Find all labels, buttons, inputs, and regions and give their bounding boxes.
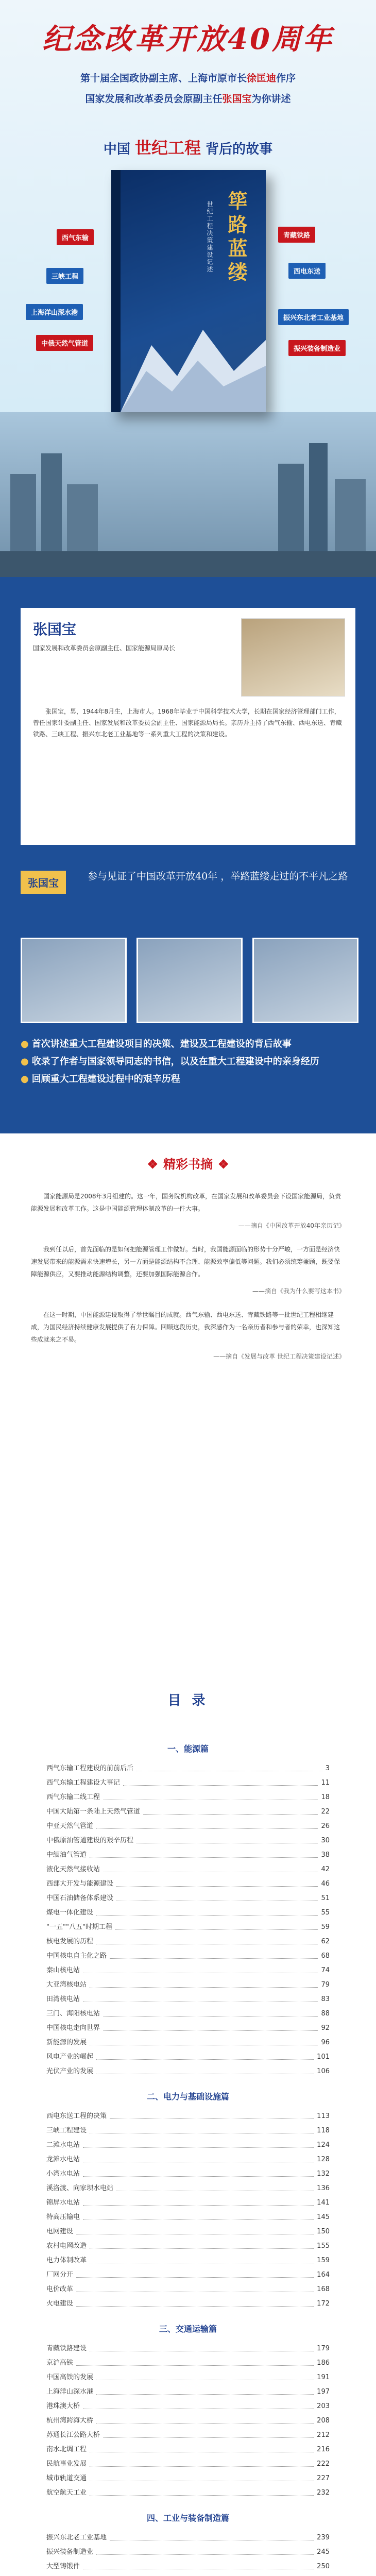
- toc-entry-page: 118: [317, 2127, 330, 2134]
- author-quote-label: 张国宝: [21, 871, 66, 894]
- toc-entry: [46, 1906, 330, 1920]
- toc-entry-page: 191: [317, 2374, 330, 2381]
- author-photo-3: [252, 938, 358, 1023]
- toc-entry: [46, 2225, 330, 2239]
- toc-entry: [46, 2457, 330, 2471]
- toc-entry: [46, 2342, 330, 2356]
- toc-entry-title: 核电发展的历程: [46, 1938, 94, 1945]
- toc-entry-page: 62: [321, 1938, 330, 1945]
- toc-leader-dots: [96, 1819, 318, 1829]
- hero-line-2: 国家发展和改革委员会原副主任张国宝为你讲述: [85, 93, 291, 105]
- toc-leader-dots: [136, 1834, 318, 1843]
- toc-entry-page: 136: [317, 2184, 330, 2192]
- toc-leader-dots: [83, 2153, 314, 2162]
- toc-entry-page: 42: [321, 1866, 330, 1873]
- toc-entry: [46, 1805, 330, 1819]
- toc-entry-page: 79: [321, 1981, 330, 1989]
- toc-entry-page: 250: [317, 2563, 330, 2570]
- toc-leader-dots: [76, 2268, 314, 2278]
- toc-entry-title: 振兴装备制造业: [46, 2548, 94, 2556]
- excerpt-paragraph: 国家能源局是2008年3月组建的。这一年，国务院机构改革，在国家发展和改革委员会下设国家能源局，负责能源发展和改革工作。这是中国能源管理体制改革的一件大事。: [31, 1193, 341, 1212]
- toc-entry: [46, 2239, 330, 2253]
- toc-leader-dots: [96, 2064, 314, 2074]
- toc-leader-dots: [96, 2370, 314, 2380]
- tag-three-gorges: 三峡工程: [46, 268, 83, 284]
- toc-leader-dots: [110, 2109, 314, 2119]
- toc-entry-title: 南水北调工程: [46, 2446, 87, 2453]
- toc-entry-page: 74: [321, 1967, 330, 1974]
- toc-entry: [46, 1790, 330, 1805]
- toc-entry: [46, 2064, 330, 2079]
- city-skyline-image: [0, 412, 376, 577]
- toc-entry-page: 3: [325, 1765, 330, 1772]
- toc-entry-page: 132: [317, 2170, 330, 2178]
- toc-entry-page: 197: [317, 2388, 330, 2396]
- toc-leader-dots: [103, 1862, 318, 1872]
- excerpt-source: ——摘自《发展与改革 世纪工程决策建设记述》: [213, 1353, 345, 1360]
- toc-entry: [46, 2399, 330, 2414]
- toc-entry: [46, 2414, 330, 2428]
- heading-ornament-icon: ❖: [147, 1157, 158, 1172]
- toc-leader-dots: [83, 2138, 314, 2148]
- toc-entry-title: 中俄原油管道建设的艰辛历程: [46, 1837, 134, 1844]
- toc-entry-page: 101: [317, 2053, 330, 2061]
- toc-entry: [46, 2545, 330, 2560]
- toc-leader-dots: [83, 2167, 314, 2177]
- tag-northeast-revitalization: 振兴东北老工业基地: [278, 309, 349, 325]
- toc-section-title: 二、电力与基础设施篇: [146, 2092, 229, 2102]
- toc-entry-title: 新能源的发展: [46, 2039, 87, 2046]
- toc-leader-dots: [110, 1949, 318, 1959]
- toc-entry-title: [46, 2574, 107, 2576]
- toc-leader-dots: [90, 1978, 318, 1988]
- bullet-dot-icon: ●: [21, 1039, 29, 1049]
- toc-entry-title: 风电产业的崛起: [46, 2053, 94, 2061]
- author-bullet: ● 回顾重大工程建设过程中的艰辛历程: [21, 1074, 180, 1084]
- toc-entry-page: 245: [317, 2548, 330, 2556]
- hero-line-1: 第十届全国政协副主席、上海市原市长徐匡迪作序: [80, 73, 296, 84]
- toc-entry: [46, 2370, 330, 2385]
- toc-leader-dots: [83, 1992, 318, 2002]
- toc-leader-dots: [90, 2443, 314, 2452]
- toc-leader-dots: [90, 2124, 314, 2133]
- toc-leader-dots: [83, 2196, 314, 2206]
- toc-entry-page: 59: [321, 1923, 330, 1931]
- tag-west-east-power: 西电东送: [288, 263, 326, 279]
- toc-entry: [46, 2385, 330, 2399]
- toc-entry: [46, 2268, 330, 2282]
- toc-entry: [46, 1978, 330, 1992]
- toc-leader-dots: [115, 1920, 318, 1930]
- toc-entry-page: 159: [317, 2257, 330, 2264]
- toc-leader-dots: [103, 1790, 318, 1800]
- hero-book-cover: [111, 170, 266, 412]
- author-card: [21, 608, 355, 845]
- excerpt-section: [0, 1133, 376, 1680]
- toc-leader-dots: [143, 1805, 318, 1815]
- toc-entry-page: 164: [317, 2271, 330, 2279]
- toc-entry-title: 西气东输二线工程: [46, 1793, 100, 1801]
- toc-entry: [46, 2050, 330, 2064]
- toc-entry: [46, 1862, 330, 1877]
- toc-leader-dots: [90, 2253, 314, 2263]
- tag-equipment-manufacturing: 振兴装备制造业: [288, 340, 346, 356]
- toc-leader-dots: [83, 1963, 318, 1973]
- tag-qinghai-tibet-railway: 青藏铁路: [278, 227, 315, 243]
- toc-leader-dots: [136, 1761, 322, 1771]
- toc-entry: [46, 1848, 330, 1862]
- toc-leader-dots: [76, 2356, 314, 2366]
- author-name: 张国宝: [33, 621, 77, 638]
- toc-entry: [46, 2560, 330, 2574]
- toc-entry: [46, 2443, 330, 2457]
- toc-leader-dots: [96, 1935, 318, 1944]
- toc-leader-dots: [103, 2021, 318, 2031]
- toc-entry-title: 中国核电自主化之路: [46, 1952, 107, 1960]
- toc-entry-title: 二滩水电站: [46, 2141, 80, 2149]
- toc-leader-dots: [90, 2036, 318, 2045]
- toc-leader-dots: [110, 2574, 314, 2576]
- bullet-dot-icon: ●: [21, 1056, 29, 1067]
- toc-leader-dots: [103, 2428, 314, 2438]
- toc-entry: [46, 2531, 330, 2545]
- toc-entry-page: 239: [317, 2534, 330, 2541]
- toc-entry-page: 155: [317, 2242, 330, 2250]
- toc-entry-page: 203: [317, 2402, 330, 2410]
- toc-entry-title: 中国大陆第一条陆上天然气管道: [46, 1808, 141, 1816]
- toc-entry: [46, 1920, 330, 1935]
- toc-entry-title: 龙滩水电站: [46, 2156, 80, 2163]
- toc-entry-title: 航空航天工业: [46, 2489, 87, 2497]
- toc-entry: [46, 2153, 330, 2167]
- toc-leader-dots: [90, 2457, 314, 2467]
- toc-entry-title: 电力体制改革: [46, 2257, 87, 2264]
- toc-entry-title: 光伏产业的发展: [46, 2067, 94, 2075]
- toc-entry: [46, 2181, 330, 2196]
- toc-entry-title: 火电建设: [46, 2300, 74, 2308]
- toc-entry-title: 三门、海阳核电站: [46, 2010, 100, 2018]
- toc-entry-title: 中亚天然气管道: [46, 1822, 94, 1830]
- toc-entry-page: 92: [321, 2024, 330, 2032]
- toc-entry-title: 苏通长江公路大桥: [46, 2431, 100, 2439]
- toc-entry-page: 106: [317, 2067, 330, 2075]
- toc-entry-page: 30: [321, 1837, 330, 1844]
- excerpt-paragraph: 我到任以后，首先面临的是如何把能源管理工作做好。当时，我国能源面临的形势十分严峻，一方面是经济快速发展带来的能源需求快速增长，另一方面是能源结构不合理、能源效率偏低等问题。我们必须统筹兼顾，既要保障能源供应，又要推动能源结构调整，还要加强国际能源合作。: [31, 1246, 340, 1278]
- toc-leader-dots: [110, 2531, 314, 2540]
- author-name-block: [33, 618, 229, 653]
- toc-leader-dots: [96, 1906, 318, 1916]
- toc-entry: [46, 2210, 330, 2225]
- toc-leader-dots: [96, 2545, 314, 2555]
- toc-entry: [46, 2282, 330, 2297]
- toc-entry: [46, 2471, 330, 2486]
- toc-entry-page: 51: [321, 1894, 330, 1902]
- toc-section-title: 一、能源篇: [167, 1744, 209, 1754]
- toc-entry-title: 农村电网改造: [46, 2242, 87, 2250]
- toc-entry-title: 京沪高铁: [46, 2359, 74, 2367]
- toc-list: [46, 1731, 330, 2576]
- hero-tagline: 中国 世纪工程 背后的故事: [103, 138, 273, 158]
- toc-entry-title: 西气东输工程建设的前前后后: [46, 1765, 134, 1772]
- toc-entry-page: 11: [321, 1779, 330, 1787]
- toc-entry-page: 145: [317, 2213, 330, 2221]
- toc-entry: [46, 2021, 330, 2036]
- toc-leader-dots: [83, 2560, 314, 2569]
- hero-title: 纪念改革开放40周年: [42, 22, 334, 56]
- table-of-contents: [0, 1680, 376, 2576]
- toc-entry: [46, 1963, 330, 1978]
- toc-entry: [46, 1877, 330, 1891]
- toc-entry-title: "一五""八五"时期工程: [46, 1923, 112, 1931]
- toc-entry: [46, 2124, 330, 2138]
- toc-entry-page: 172: [317, 2300, 330, 2308]
- toc-entry-title: 西电东送工程的决策: [46, 2112, 107, 2120]
- toc-leader-dots: [76, 2225, 314, 2234]
- toc-entry-page: 83: [321, 1995, 330, 2003]
- toc-entry-page: 38: [321, 1851, 330, 1859]
- toc-entry-title: 上海洋山深水港: [46, 2388, 94, 2396]
- author-bullet-list: [21, 1036, 355, 1088]
- toc-leader-dots: [90, 2239, 314, 2249]
- toc-entry-page: 55: [321, 1909, 330, 1917]
- toc-entry-page: [317, 2574, 330, 2576]
- toc-entry: [46, 1819, 330, 1834]
- hero-book-title: 筚路蓝缕: [225, 191, 248, 285]
- toc-entry-page: 186: [317, 2359, 330, 2367]
- toc-entry-page: 232: [317, 2489, 330, 2497]
- toc-title: 目 录: [167, 1693, 209, 1708]
- toc-entry: [46, 1949, 330, 1963]
- excerpt-heading: ❖ 精彩书摘 ❖: [147, 1157, 229, 1172]
- toc-entry-page: 208: [317, 2417, 330, 2425]
- toc-leader-dots: [116, 1877, 318, 1887]
- hero-banner: [0, 0, 376, 577]
- toc-entry: [46, 2007, 330, 2021]
- toc-leader-dots: [96, 2414, 314, 2424]
- toc-entry: [46, 1776, 330, 1790]
- toc-entry-page: 150: [317, 2228, 330, 2235]
- excerpt-paragraph: 在这一时期，中国能源建设取得了举世瞩目的成就。西气东输、西电东送、青藏铁路等一批世纪工程相继建成，为国民经济持续健康发展提供了有力保障。回顾这段历史，我深感作为一名亲历者和参与者的荣幸，也深知这些成就来之不易。: [31, 1311, 340, 1343]
- toc-entry-title: 杭州湾跨海大桥: [46, 2417, 94, 2425]
- toc-entry-page: 113: [317, 2112, 330, 2120]
- toc-entry: [46, 2356, 330, 2370]
- toc-entry: [46, 1761, 330, 1776]
- toc-entry-page: 124: [317, 2141, 330, 2149]
- excerpt-body: [31, 1190, 345, 1374]
- toc-entry-page: 222: [317, 2460, 330, 2468]
- toc-entry: [46, 2486, 330, 2500]
- toc-entry: [46, 1891, 330, 1906]
- toc-entry-title: 青藏铁路建设: [46, 2345, 87, 2352]
- author-photo-1: [21, 938, 127, 1023]
- toc-leader-dots: [96, 2385, 314, 2395]
- author-section: [0, 577, 376, 1133]
- toc-entry-page: 179: [317, 2345, 330, 2352]
- toc-entry-title: 西部大开发与能源建设: [46, 1880, 114, 1888]
- toc-leader-dots: [123, 1776, 318, 1786]
- toc-entry-title: 民航事业发展: [46, 2460, 87, 2468]
- author-portrait: [241, 618, 345, 697]
- toc-entry-page: 96: [321, 2039, 330, 2046]
- author-quote: [21, 866, 355, 922]
- book-spine: [111, 170, 121, 412]
- toc-leader-dots: [90, 1848, 318, 1858]
- toc-entry-page: 88: [321, 2010, 330, 2018]
- excerpt-source: ——摘自《我为什么要写这本书》: [252, 1287, 345, 1295]
- toc-entry-page: 212: [317, 2431, 330, 2439]
- tag-west-east-gas: 西气东输: [57, 229, 94, 245]
- toc-leader-dots: [116, 2181, 314, 2191]
- toc-entry-page: 216: [317, 2446, 330, 2453]
- toc-entry: [46, 2036, 330, 2050]
- toc-entry: [46, 2428, 330, 2443]
- toc-entry-title: 液化天然气接收站: [46, 1866, 100, 1873]
- toc-entry-page: 168: [317, 2285, 330, 2293]
- toc-entry-title: 港珠澳大桥: [46, 2402, 80, 2410]
- tag-yangshan-port: 上海洋山深水港: [26, 304, 83, 320]
- toc-entry-title: 秦山核电站: [46, 1967, 80, 1974]
- author-photo-2: [136, 938, 243, 1023]
- toc-leader-dots: [116, 1891, 318, 1901]
- toc-leader-dots: [90, 2342, 314, 2351]
- toc-entry-page: 26: [321, 1822, 330, 1830]
- toc-leader-dots: [103, 2007, 318, 2016]
- toc-entry: [46, 1992, 330, 2007]
- toc-entry-title: 大亚湾核电站: [46, 1981, 87, 1989]
- toc-leader-dots: [83, 2399, 314, 2409]
- toc-entry-title: 三峡工程建设: [46, 2127, 87, 2134]
- toc-leader-dots: [96, 2050, 314, 2060]
- toc-entry: [46, 2196, 330, 2210]
- hero-book-subtitle: 世纪工程决策建设记述: [206, 201, 213, 273]
- mountain-illustration: [121, 299, 266, 412]
- toc-entry: [46, 2297, 330, 2311]
- toc-entry-page: 46: [321, 1880, 330, 1888]
- toc-entry-page: 18: [321, 1793, 330, 1801]
- excerpt-source: ——摘自《中国改革开放40年亲历记》: [238, 1222, 345, 1229]
- toc-entry: [46, 2109, 330, 2124]
- toc-entry: [46, 2167, 330, 2181]
- toc-entry-page: 227: [317, 2475, 330, 2482]
- toc-entry-title: 锦屏水电站: [46, 2199, 80, 2207]
- toc-entry-title: 溪洛渡、向家坝水电站: [46, 2184, 114, 2192]
- toc-entry-title: 厂网分开: [46, 2271, 74, 2279]
- toc-entry-title: 中国高铁的发展: [46, 2374, 94, 2381]
- author-bullet: ● 首次讲述重大工程建设项目的决策、建设及工程建设的背后故事: [21, 1039, 292, 1049]
- author-bullet: ● 收录了作者与国家领导同志的书信，以及在重大工程建设中的亲身经历: [21, 1056, 319, 1067]
- toc-entry-title: 振兴东北老工业基地: [46, 2534, 107, 2541]
- hero-lines: [0, 68, 376, 109]
- author-bio: 张国宝，男，1944年8月生，上海市人。1968年毕业于中国科学技术大学，长期在国家经济管理部门工作，曾任国家计委副主任、国家发展和改革委员会副主任、国家能源局局长。亲历并主持了西气东输、西电东送、青藏铁路、三峡工程、振兴东北老工业基地等一系列重大工程的决策和建设。: [33, 708, 343, 738]
- toc-section-title: 四、工业与装备制造篇: [146, 2513, 229, 2523]
- toc-entry-page: 68: [321, 1952, 330, 1960]
- toc-section-title: 三、交通运输篇: [159, 2324, 217, 2334]
- toc-leader-dots: [83, 2210, 314, 2220]
- toc-entry-page: 141: [317, 2199, 330, 2207]
- toc-entry-title: 电网建设: [46, 2228, 74, 2235]
- toc-entry: [46, 2253, 330, 2268]
- author-role: 国家发展和改革委员会原副主任、国家能源局原局长: [33, 645, 176, 652]
- tag-china-russia-pipeline: 中俄天然气管道: [36, 335, 93, 351]
- toc-entry-title: 城市轨道交通: [46, 2475, 87, 2482]
- toc-entry-title: 中缅油气管道: [46, 1851, 87, 1859]
- toc-entry: [46, 2138, 330, 2153]
- toc-entry-title: 小湾水电站: [46, 2170, 80, 2178]
- heading-ornament-icon: ❖: [218, 1157, 229, 1172]
- toc-entry: [46, 1834, 330, 1848]
- author-quote-text: 参与见证了中国改革开放40年 ，举路蓝缕走过的不平凡之路: [88, 871, 348, 882]
- city-skyline-graphic: [0, 412, 376, 577]
- author-photo-row: [21, 938, 355, 1025]
- toc-entry-title: 西气东输工程建设大事记: [46, 1779, 121, 1787]
- toc-leader-dots: [76, 2282, 314, 2292]
- toc-entry: [46, 2574, 330, 2576]
- bullet-dot-icon: ●: [21, 1074, 29, 1084]
- toc-leader-dots: [90, 2486, 314, 2496]
- toc-entry: [46, 1935, 330, 1949]
- toc-entry-page: 128: [317, 2156, 330, 2163]
- toc-leader-dots: [90, 2471, 314, 2481]
- toc-entry-title: 特高压输电: [46, 2213, 80, 2221]
- toc-entry-page: 22: [321, 1808, 330, 1816]
- toc-entry-title: 大型铸锻件: [46, 2563, 80, 2570]
- toc-entry-title: 中国核电走向世界: [46, 2024, 100, 2032]
- toc-entry-title: 煤电一体化建设: [46, 1909, 94, 1917]
- toc-leader-dots: [76, 2297, 314, 2307]
- toc-entry-title: 中国石油储备体系建设: [46, 1894, 114, 1902]
- toc-entry-title: 电价改革: [46, 2285, 74, 2293]
- toc-entry-title: 田湾核电站: [46, 1995, 80, 2003]
